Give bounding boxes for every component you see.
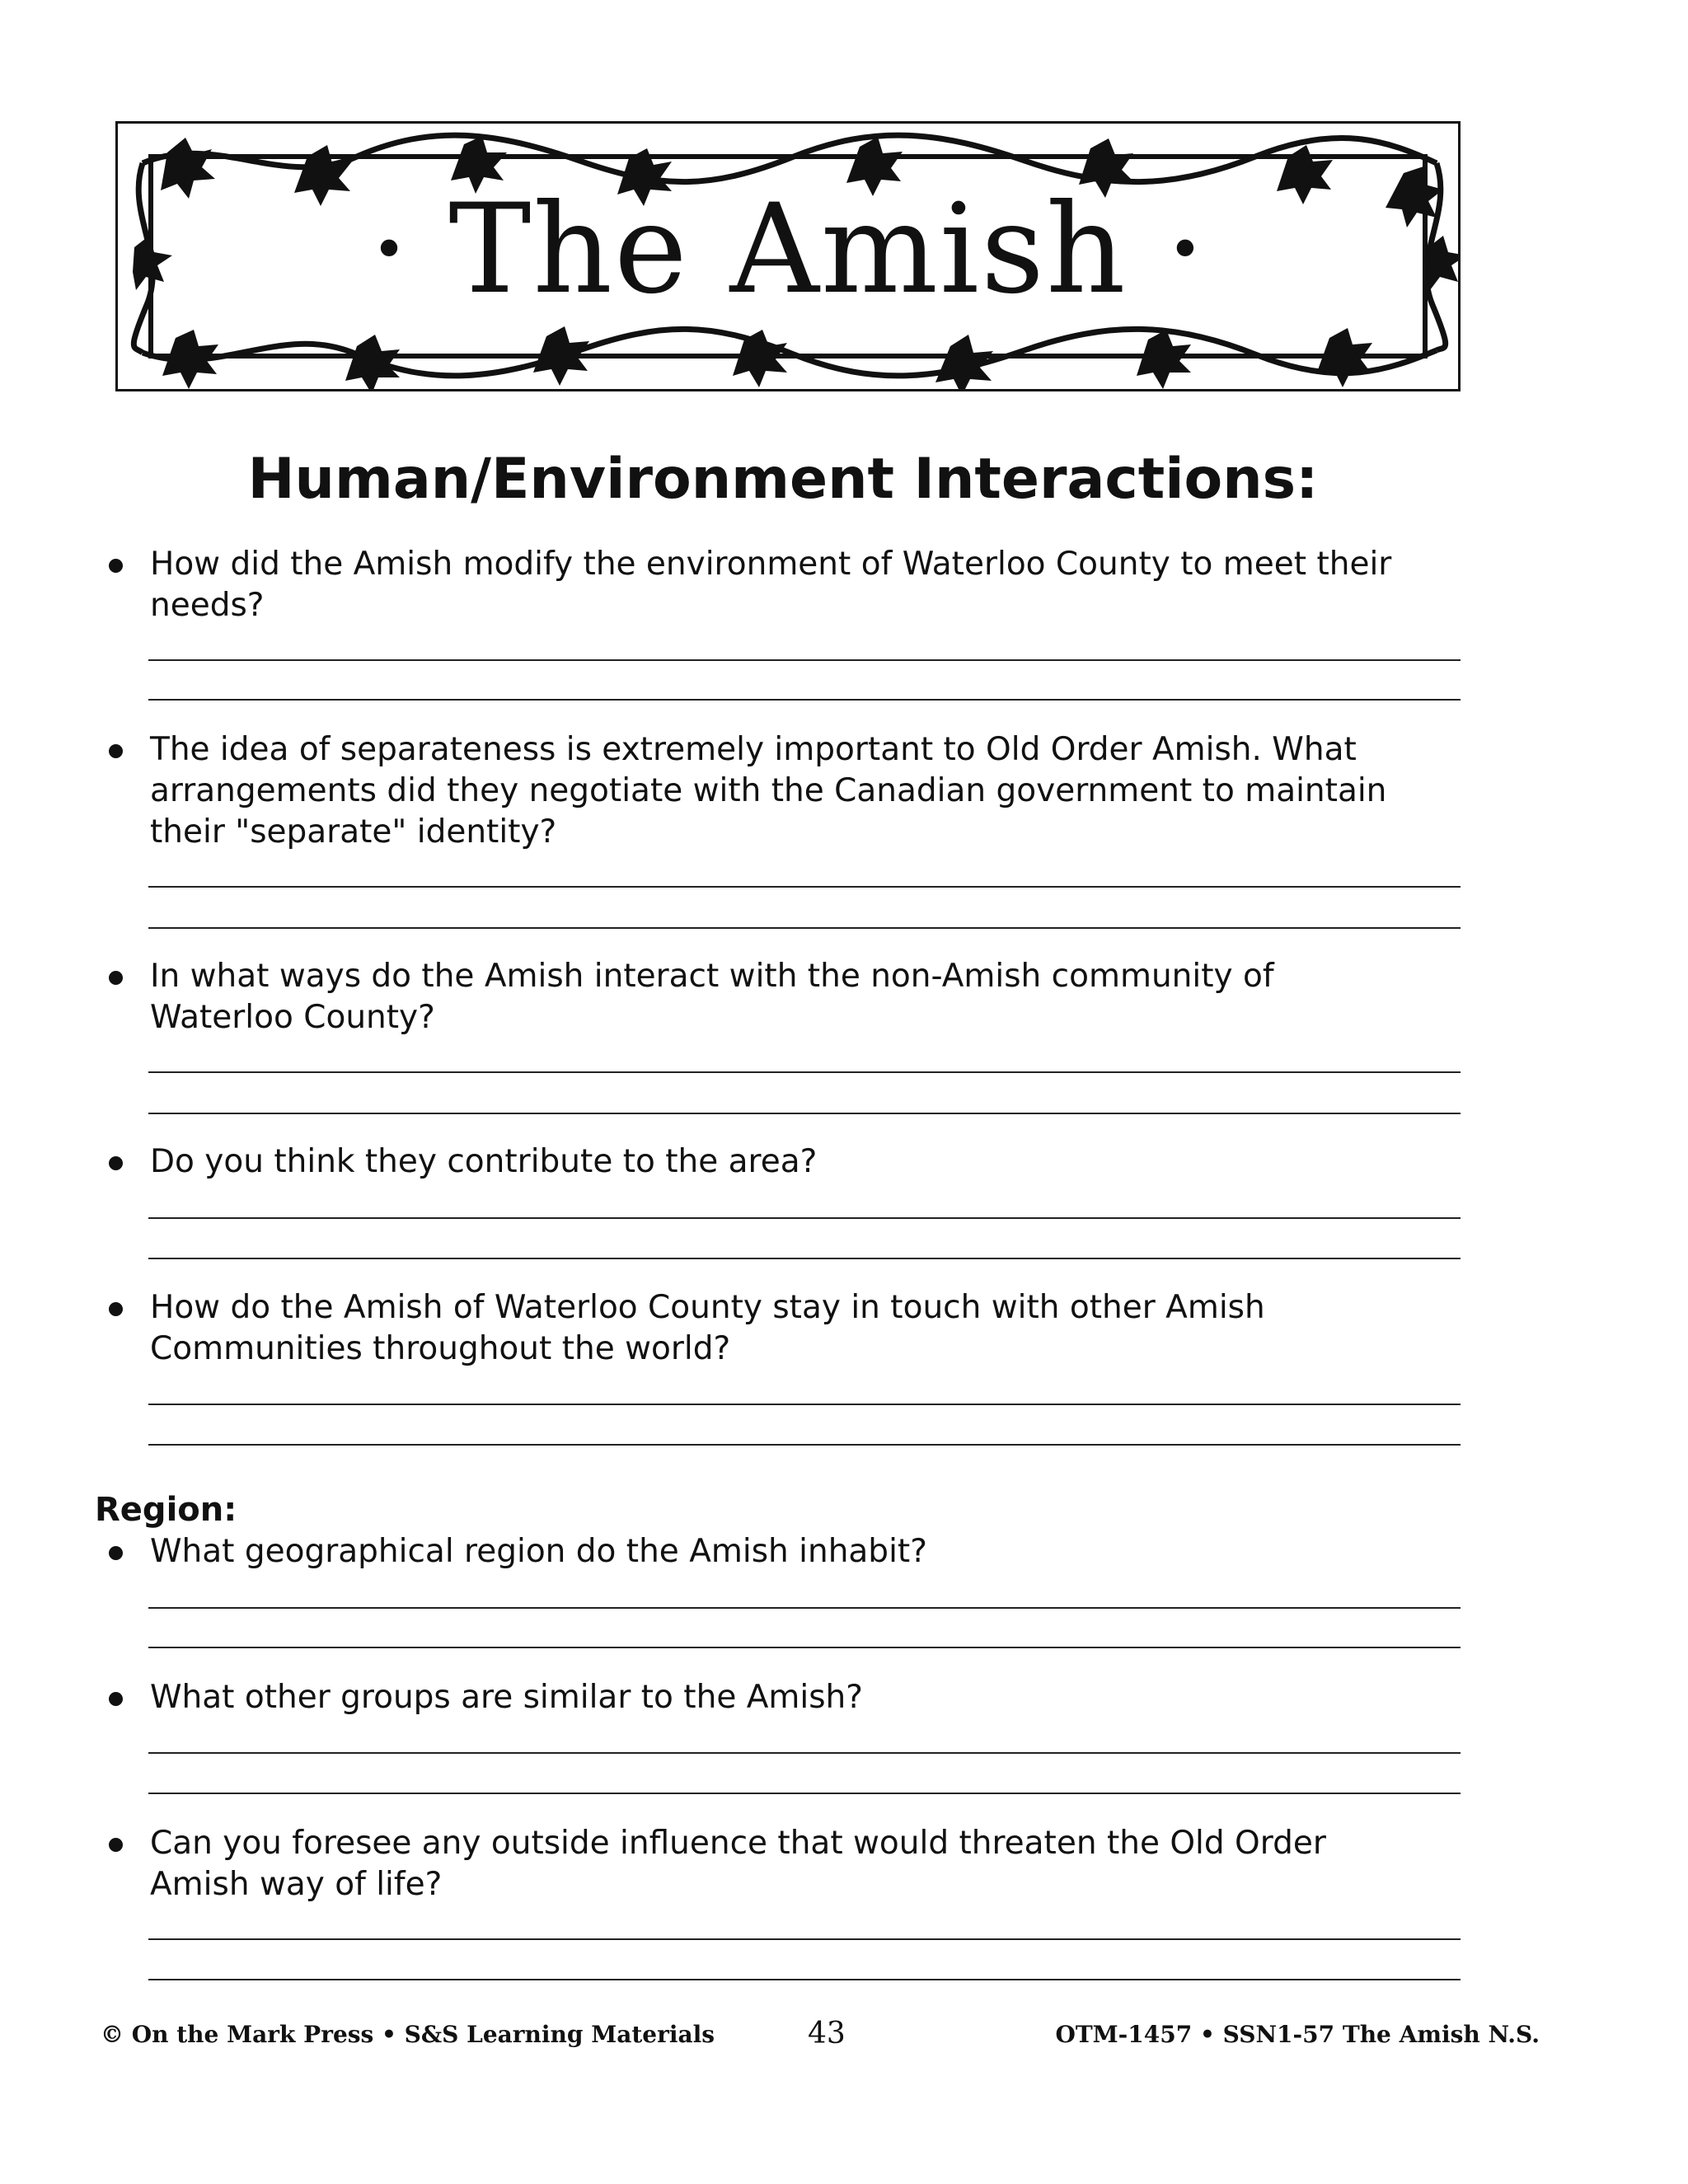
- footer-product-code: OTM-1457 • SSN1-57 The Amish N.S.: [1055, 2021, 1540, 2048]
- answer-line[interactable]: [148, 1607, 1461, 1609]
- answer-line[interactable]: [148, 1404, 1461, 1405]
- question-item: [107, 729, 1426, 853]
- answer-line[interactable]: [148, 1113, 1461, 1114]
- answer-line[interactable]: [148, 1647, 1461, 1648]
- bullet-icon: [109, 559, 123, 573]
- answer-line[interactable]: [148, 1258, 1461, 1259]
- answer-line[interactable]: [148, 1752, 1461, 1754]
- title-banner: [115, 121, 1461, 391]
- bullet-icon: [109, 1692, 123, 1706]
- answer-line[interactable]: [148, 1444, 1461, 1446]
- question-text: Can you foresee any outside influence that would threaten the Old Order Amish way of life?: [150, 1825, 1326, 1903]
- question-text: In what ways do the Amish interact with the non-Amish community of Waterloo County?: [150, 958, 1274, 1036]
- bullet-icon: [109, 1546, 123, 1560]
- question-text: What geographical region do the Amish inhabit?: [150, 1533, 927, 1570]
- page-number: 43: [808, 2017, 846, 2050]
- question-item: [107, 1823, 1426, 1905]
- answer-line[interactable]: [148, 1979, 1461, 1980]
- title-text: The Amish: [448, 178, 1128, 321]
- answer-line[interactable]: [148, 1217, 1461, 1219]
- question-item: [107, 1287, 1426, 1370]
- bullet-icon: [109, 1838, 123, 1852]
- question-item: [107, 544, 1426, 626]
- bullet-icon: [109, 1156, 123, 1170]
- worksheet-title: [118, 178, 1458, 321]
- title-bullet-right: •: [1168, 216, 1204, 284]
- bullet-icon: [109, 971, 123, 985]
- footer-copyright: © On the Mark Press • S&S Learning Materials: [101, 2021, 715, 2048]
- question-item: [107, 1141, 1426, 1183]
- bullet-icon: [109, 744, 123, 758]
- question-text: How do the Amish of Waterloo County stay in touch with other Amish Communities throughout the world?: [150, 1289, 1265, 1367]
- bullet-icon: [109, 1302, 123, 1316]
- answer-line[interactable]: [148, 1793, 1461, 1794]
- question-text: What other groups are similar to the Amish?: [150, 1679, 863, 1716]
- answer-line[interactable]: [148, 886, 1461, 888]
- question-text: How did the Amish modify the environment of Waterloo County to meet their needs?: [150, 546, 1392, 624]
- answer-line[interactable]: [148, 659, 1461, 661]
- answer-line[interactable]: [148, 1071, 1461, 1073]
- question-item: [107, 1677, 1426, 1718]
- section-heading: Human/Environment Interactions:: [247, 447, 1319, 512]
- question-item: [107, 1531, 1426, 1572]
- region-label: Region:: [95, 1491, 237, 1529]
- answer-line[interactable]: [148, 1938, 1461, 1940]
- answer-line[interactable]: [148, 927, 1461, 929]
- question-text: The idea of separateness is extremely important to Old Order Amish. What arrangements did they negotiate with the Canadian government to maintain their "separate" identity?: [150, 731, 1387, 851]
- question-item: [107, 956, 1426, 1038]
- answer-line[interactable]: [148, 699, 1461, 701]
- title-bullet-left: •: [372, 216, 408, 284]
- question-text: Do you think they contribute to the area?: [150, 1143, 818, 1180]
